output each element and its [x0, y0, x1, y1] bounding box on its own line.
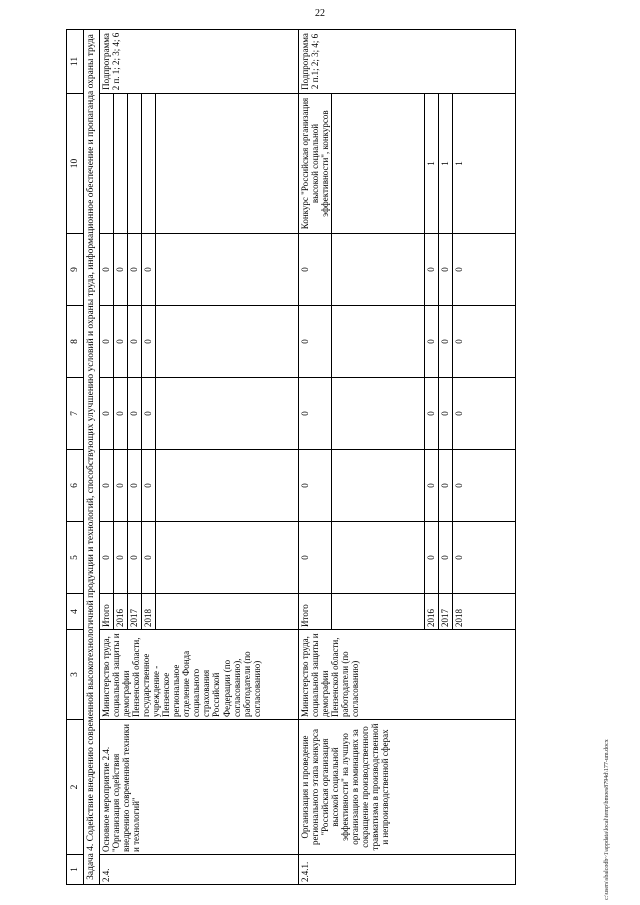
value-cell: 0 [141, 306, 155, 378]
indicator-value [127, 94, 141, 234]
empty-cell [155, 378, 298, 450]
indicator-value [99, 94, 113, 234]
col-num-6: 6 [67, 450, 84, 522]
value-cell: 0 [113, 450, 127, 522]
year-cell: Итого [298, 594, 331, 630]
row-number: 2.4. [99, 855, 298, 885]
value-cell: 0 [438, 234, 452, 306]
rotated-table-wrapper [66, 32, 574, 885]
empty-cell [155, 306, 298, 378]
value-cell: 0 [424, 450, 438, 522]
value-cell: 0 [99, 450, 113, 522]
value-cell: 0 [452, 450, 515, 522]
col-num-9: 9 [67, 234, 84, 306]
value-cell: 0 [99, 306, 113, 378]
value-cell: 0 [141, 378, 155, 450]
value-cell: 0 [452, 234, 515, 306]
year-cell: 2018 [141, 594, 155, 630]
year-cell: 2018 [452, 594, 515, 630]
value-cell: 0 [99, 378, 113, 450]
empty-cell [155, 94, 298, 234]
executor: Министерство труда, социальной защиты и демографии Пензенской области, работодатели (по согласованию) [298, 630, 515, 720]
col-num-8: 8 [67, 306, 84, 378]
value-cell: 0 [298, 234, 331, 306]
empty-cell [331, 306, 424, 378]
executor: Министерство труда, социальной защиты и демографии Пензенской области, государственное учреждение - Пензенское региональное отделение Фонда социального страхования Российской Федерации (по согласованию), работодатели (по согласованию) [99, 630, 298, 720]
year-cell: Итого [99, 594, 113, 630]
col-num-2: 2 [67, 720, 84, 855]
value-cell: 0 [141, 450, 155, 522]
col-num-4: 4 [67, 594, 84, 630]
indicator-value [113, 94, 127, 234]
value-cell: 0 [141, 522, 155, 594]
measure-name: Основное мероприятие 2.4. "Организация содействия внедрению современной техники и технологий" [99, 720, 298, 855]
value-cell: 0 [298, 522, 331, 594]
empty-cell [331, 450, 424, 522]
measure-name: Организация и проведение регионального этапа конкурса "Российская организация высокой социальной эффективности" на лучшую организацию в номинациях за сокращение производственного травматизма в производственной и непроизводственной сферах [298, 720, 515, 855]
indicator-name: Конкурс "Российская организация высокой социальной эффективности", конкурсов [298, 94, 331, 234]
value-cell: 0 [438, 378, 452, 450]
col-num-1: 1 [67, 855, 84, 885]
indicator-value: 1 [438, 94, 452, 234]
value-cell: 0 [298, 378, 331, 450]
task-title: Задача 4. Содействие внедрению современной высокотехнологичной продукции и технологий, способствующих улучшению условий и охраны труда, информационное обеспечение и пропаганда охраны труда [84, 30, 100, 885]
empty-cell [331, 522, 424, 594]
value-cell: 0 [99, 234, 113, 306]
value-cell: 0 [424, 234, 438, 306]
task-row [84, 30, 100, 885]
col-num-5: 5 [67, 522, 84, 594]
value-cell: 0 [99, 522, 113, 594]
value-cell: 0 [113, 306, 127, 378]
empty-cell [331, 234, 424, 306]
empty-cell [331, 594, 424, 630]
empty-cell [331, 378, 424, 450]
value-cell: 0 [438, 306, 452, 378]
value-cell: 0 [298, 306, 331, 378]
column-number-row [67, 30, 84, 885]
year-cell: 2016 [113, 594, 127, 630]
value-cell: 0 [438, 522, 452, 594]
table-row [298, 30, 331, 885]
file-path-footer: c:\users\sbalcodb~1\appdata\local\temp\bmoes8794d\177-um.docx [604, 739, 610, 900]
value-cell: 0 [113, 378, 127, 450]
program-table [66, 29, 516, 885]
year-cell: 2017 [127, 594, 141, 630]
indicator-value [141, 94, 155, 234]
value-cell: 0 [113, 234, 127, 306]
indicator-value: 1 [424, 94, 438, 234]
col-num-7: 7 [67, 378, 84, 450]
year-cell: 2016 [424, 594, 438, 630]
value-cell: 0 [452, 306, 515, 378]
value-cell: 0 [424, 378, 438, 450]
value-cell: 0 [424, 522, 438, 594]
page-number: 22 [315, 8, 325, 19]
row-number: 2.4.1. [298, 855, 515, 885]
value-cell: 0 [127, 522, 141, 594]
empty-cell [331, 94, 424, 234]
value-cell: 0 [127, 450, 141, 522]
col-num-3: 3 [67, 630, 84, 720]
value-cell: 0 [438, 450, 452, 522]
table-row [99, 30, 113, 885]
empty-cell [155, 594, 298, 630]
subprogram-ref: Подпрограмма 2 п. 1; 2; 3; 4; 6 [99, 30, 298, 94]
value-cell: 0 [127, 378, 141, 450]
value-cell: 0 [452, 522, 515, 594]
empty-cell [155, 234, 298, 306]
indicator-value: 1 [452, 94, 515, 234]
value-cell: 0 [127, 306, 141, 378]
subprogram-ref: Подпрограмма 2 п.1; 2; 3; 4; 6 [298, 30, 515, 94]
value-cell: 0 [424, 306, 438, 378]
value-cell: 0 [127, 234, 141, 306]
value-cell: 0 [452, 378, 515, 450]
value-cell: 0 [298, 450, 331, 522]
empty-cell [155, 522, 298, 594]
value-cell: 0 [141, 234, 155, 306]
value-cell: 0 [113, 522, 127, 594]
empty-cell [155, 450, 298, 522]
year-cell: 2017 [438, 594, 452, 630]
col-num-10: 10 [67, 94, 84, 234]
col-num-11: 11 [67, 30, 84, 94]
